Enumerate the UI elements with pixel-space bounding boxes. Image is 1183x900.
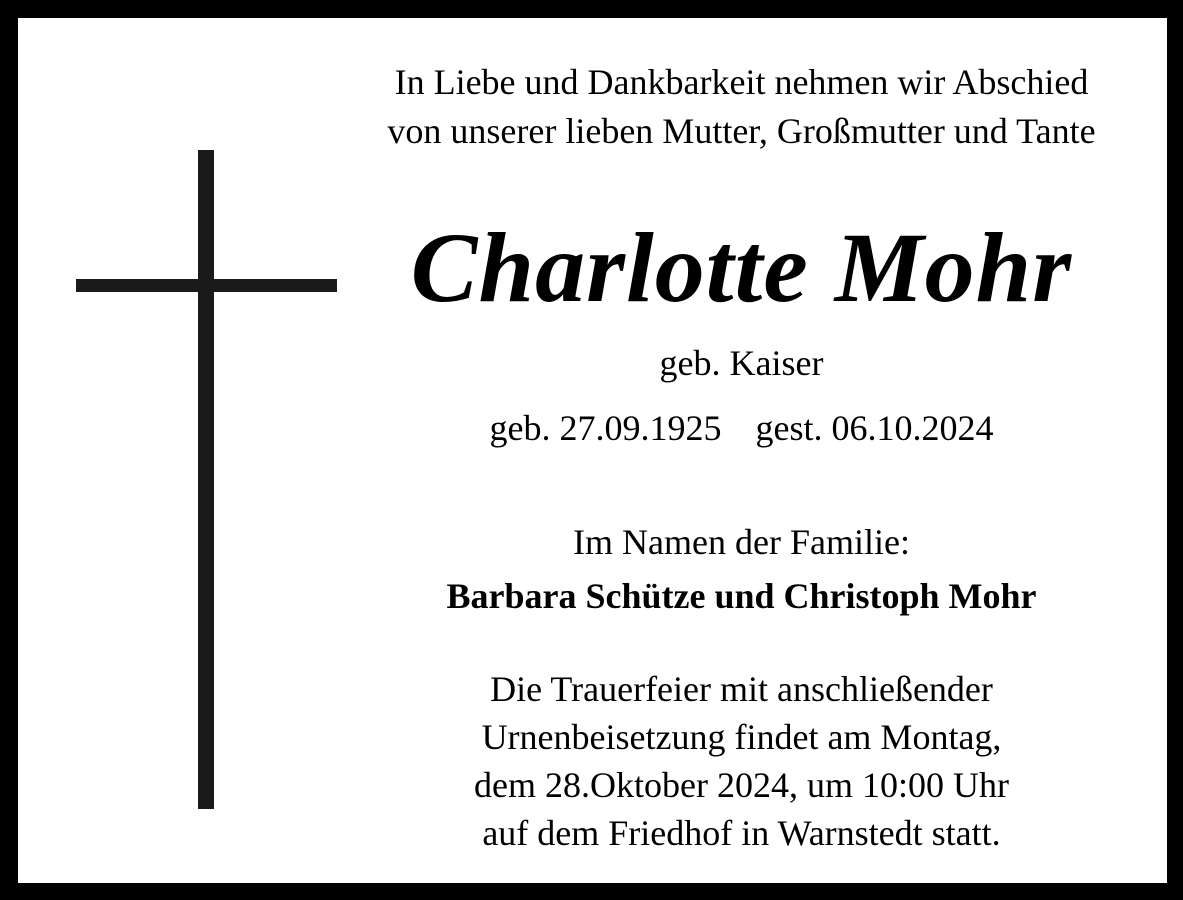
cross-vertical-beam — [198, 150, 214, 809]
family-label: Im Namen der Familie: — [573, 522, 910, 562]
cross-horizontal-beam — [76, 279, 337, 292]
intro-line-2: von unserer lieben Mutter, Großmutter und Tante — [387, 111, 1096, 151]
birth-date: geb. 27.09.1925 — [489, 408, 722, 448]
ceremony-line: Urnenbeisetzung findet am Montag, — [481, 717, 1002, 757]
ceremony-line: dem 28.Oktober 2024, um 10:00 Uhr — [474, 765, 1009, 805]
deceased-name: Charlotte Mohr — [410, 212, 1073, 323]
intro-line-1: In Liebe und Dankbarkeit nehmen wir Abschied — [394, 62, 1089, 102]
intro-text — [330, 58, 1153, 156]
family-names: Barbara Schütze und Christoph Mohr — [446, 576, 1037, 616]
life-dates — [330, 405, 1153, 451]
birth-name: geb. Kaiser — [659, 343, 824, 383]
ceremony-details — [330, 665, 1153, 857]
death-date: gest. 06.10.2024 — [755, 408, 994, 448]
ceremony-line: auf dem Friedhof in Warnstedt statt. — [482, 813, 1001, 853]
ceremony-line: Die Trauerfeier mit anschließender — [490, 669, 993, 709]
